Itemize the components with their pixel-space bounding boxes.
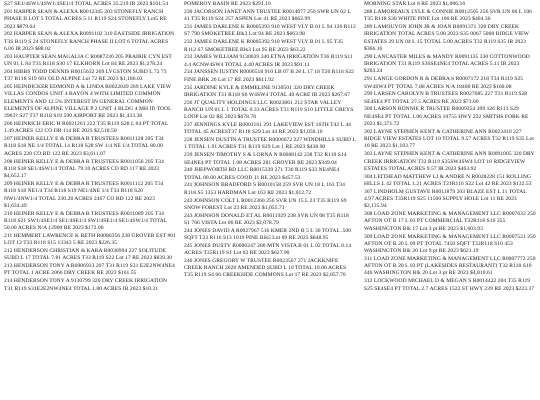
property-entry: 214 HENDERSON TONY A 9130799 320 DRY CREEK IRRIGATION T31 R119 S31E2E2NW4NE4 TOTAL 1.00 ACRES IR 2023 $10.31	[4, 278, 167, 292]
property-entry: 304 LEITHEAD MATTHEW LJ & ANDRE N R0028228 151 ROLLING HILLS L 42 TOTAL 1.21 ACRES T21R116 S22 Lot 42 RE 2023 $132.53	[364, 173, 532, 187]
property-entry: 234 JANSSEN JUSTIN R0006518 910 LB 07 B 28 L 17 18 T26 R116 S22 FINE BRK 26 Lot 17 RE 2023 $611.92	[184, 69, 354, 83]
property-entry: 312 LOCKWOOD MICHAEL D & MEGAN S R0014422 204 T35 R119 S25 SE4SE4 PT TOTAL 2.7 ACRES 1522 ST HWY 239 RE 2023 $223.37	[364, 278, 535, 292]
listing-column-1	[4, 0, 176, 400]
property-entry: POMEROY BASIN RE 2023 $291.10	[184, 1, 271, 8]
property-entry: 203 HAUPTER SEAN MAGALIA C R0087236 205 PRAIRIE CYN EST UN 01 L 84 T35 R118 S30 17 ELKHORN Lot 84 RE 2023 $1,278.24	[4, 53, 172, 68]
property-entry: 309 LOAD ZONE MARKETING & MANAGEMENT LLC R0007521 250 AFTON OT B 20 L 09 PT TOTAL 7450 SQFT T32R118 S10 453 WASHINGTON Blk 20 Lot 9 pt RE 2023 $621.19	[364, 233, 536, 255]
property-entry: 290 LANCASTER MILES & MANDY R0091135 330 COTTONWOOD IRRIGATION T31 R119 S36SE4NE4 TOTAL ACRES 5.11 IR 2023 $203.24	[364, 53, 530, 75]
property-entry: 241 JOHNSON BRADFORD S R0010158 259 SVR UN 18 L 163 T34 R118 S5 1353 HARDMAN Lot 163 RE 2023 $1,612.72	[184, 182, 346, 196]
property-entry: MORNING STAR Lot 8 RE 2023 $1,006.16	[364, 1, 466, 8]
property-entry: 211 HEMMERT LAWRENCE K BETH R0086356 238 GROVER EST #01 LOT 12 T33 R118 S15 13343 5 RE 2023 $226.35	[4, 233, 176, 247]
property-entry: 206 HEINRICH ERIC H R0021261 222 T35 R119 S28 L 04 PT TOTAL 1.49 ACRES 122 CO DR 114 RE 2023 $2,518.50	[4, 121, 169, 135]
property-entry: 210 HEINER KELLY E & DEBRA R TRUSTEES R0011089 205 T34 R118 S21 SW1/4SE1/4 SE1/4SE1/4 SW1/4SE1/4 SE1/4SW1/4 TOTAL 50.00 ACRES N/A 12900 RE 2023 $172.00	[4, 210, 168, 232]
property-entry: 236 JT QUALITY HOLDINGS LLC R0023861 212 STAR VALLEY RANCH UN 01 L 1 TOTAL 0.33 ACRES T31 R119 S10 LITTLE GREYS LOOP Lot 02 RE 2023 $678.78	[184, 99, 354, 121]
property-entry: 308 LOAD ZONE MARKETING & MANAGEMENT LLC R0007632 250 AFTON OT B 17 L 03 PT COMMERCIAL T32R118 S10 355 WASHINGTON Blk 17 Lot 3 pt RE 2023 $1,603.93	[364, 211, 536, 232]
property-entry: 303 LAYNE STEPHEN KENT & CATHERINE ANN R0091005 320 DRY CREEK IRRIGATION T32 R119 S35SW4SW4 LOT 10 RIDGEVIEW ESTATES TOTAL ACRES 9.57 IR 2023 $463.92	[364, 151, 535, 172]
property-entry: 208 HEINER KELLY E & DEBRA R TRUSTEES R0011056 205 T34 R118 S18 SE1/4SW1/4 TOTAL 79.10 ACRES CO RD 117 RE 2023 $4,652.17	[4, 158, 164, 180]
property-entry: 204 HIBBS TODD DENNIS R0015632 269 LVGSTON SUBD L 72 73 T37 R118 S19 601 OLD ALPINE Lot 72 RE 2023 $1,186.03	[4, 68, 167, 83]
property-entry: 302 LAYNE STEPHEN KENT & CATHERINE ANN R0023410 227 RIDGE VIEW ESTATES LOT 10 TOTAL 9.57 ACRES T32 R119 S35 Lot 10 RE 2023 $1,103.77	[364, 128, 534, 150]
property-entry: 299 LARSEN CAROLYN B TRUSTEES R0027685 227 T31 R119 S28 SE4SE4 PT TOTAL 27.5 ACRES RE 2023 $73.60	[364, 91, 528, 105]
listing-column-3	[364, 0, 536, 400]
property-entry: 288 LAMOREAUX LYLE & CONNIE R0012505 256 SVR UN 06 L 106 T35 R118 S30 WHITE PINE Lot 106 RE 2023 $404.36	[364, 9, 532, 23]
property-entry: 289 LAMOUYON JOHN JR & JOAN R0091371 320 DRY CREEK IRRIGATION TOTAL ACRES 5.00 2023 S35 0067 5000 RIDGE VIEW ESTATES 29 UN 04 L 15 TOTAL 5.00 ACRES T32 R119 S35 IR 2023 $366.16	[364, 24, 529, 53]
property-entry: 212 HENDERSON CHRISTIAN & KARA R0030994 227 SOLITUDE SUBD L 17 TOTAL 7.81 ACRES T33 R119 S22 Lot 17 RE 2023 $839.30	[4, 248, 172, 262]
property-entry: 232 JAMES DARLENE K R0005392 910 WEST VLY B 01 L 95 T35 R112 S7 SMOKETREE Blk3 Lot 95 RE 2023 $63.22	[184, 39, 343, 53]
property-entry: 209 HEINER KELLY E & DEBRA R TRUSTEES R0011112 205 T34 R118 S18 NE1/4 T34 R118 S19 NE1/4NE 1/4 T34 R118 S20 NW1/4NW1/4 TOTAL 230.28 ACRES 2467 CO RD 122 RE 2023 $1,634.49	[4, 180, 164, 209]
property-entry: 207 HEINER KELLY E & DEBRA R TRUSTEES R0011128 205 T34 R118 S18 NE 1/4 TOTAL 14 R118 S28 SW 1/4 NE 1/4 TOTAL 80.00 ACRES 220 CO RD 122 RE 2023 $3,611.07	[4, 136, 164, 157]
listing-column-2	[184, 0, 356, 400]
property-entry: 213 HENDERSON TONY A R0006933 207 T31 R119 S31 E2E2NW4NE4 PT TOTAL 1 ACRE 2066 DRY CREEK RE 2023 $161.55	[4, 263, 175, 277]
property-entry: 230 JACOBSON JANET ANN TRUSTEE R0014077 256 SWR UN 02 L 41 T35 R119 S24 257 ASPEN Lot 41 RE 2023 $662.99	[184, 9, 351, 23]
property-entry: 237 JENNINGS KYLE R0001161 291 LAKEVIEW EST 16TH T42 L 44 TOTAL 45 ACREST37 R118 S29 Lot 44 RE 2023 $1,050.10	[184, 122, 351, 136]
property-entry: 246 JONES GREGORY W TRUSTEE R0023567 271 JACKKNIFE CREEK RANCH 2020 AMENDED SUBD L 10 TOTAL 10.06 ACRES T35 R119 S4 66 CREEKSIDE COMMONS Lot 17 RE 2023 $2,857.70	[184, 257, 347, 279]
property-entry: 202 HARPER SEAN & ALEXA R0091102 310 EASTSIDE IRRIGATION T3S R119 S 24 STONEFLY RANCH PHASE II LOT 6 TOTAL ACRES 6.06 IR 2023 $88.02	[4, 31, 175, 53]
property-entry: 244 JONES DAVID A R0027967 516 KMER 2ND B 5 L 30 TOTAL .500 SQFT T23 R116 S13 1019 PINE Blk5 Lot 09 RE 2023 $848.95	[184, 227, 351, 241]
property-entry: S27 SE1/4SW1/4SW1/4SE1/4 TOTAL ACRES 35.219 IR 2023 $161.54	[4, 1, 169, 8]
property-entry: 201 HARPER SEAN & ALEXA R0012345 203 STONEFLY RANCH PHASE II LOT 5 TOTAL ACRES 5.11 R119 S24 STONEFLY Lot5 RE 2023 $879.64	[4, 9, 167, 30]
property-entry: 205 HEINDICKER EDMOND A & LINDA R0022049 269 LAKE VIEW VILLAS CONDOS UNIT 4 BAYON 4 WITH LIMITED COMMON ELEMENTS AND 12.5% INTEREST IN GENERAL COMMON ELEMENTS OF ALPINE VILLAGE P 2 UNIT 4 BLDG 4 MH ID TOOL 3963? S27 T37 R118 S19 590 AIRPORT RE 2023 $1,433.38	[4, 84, 172, 120]
property-entry: 235 JARDINE KYLE & EMMELINE 9130501 320 DRY CREEK IRRIGATION T31 R118 S6 W4SW4 TOTAL 40 ACRE IR 2023 $267.67	[184, 84, 351, 98]
property-entry: 307 LINDHOLM GUSTAVE R0011879 203 BLAZE EST L 11 TOTAL 4.97 ACRES T33R119 S25 11500 SUPPLY HOLE Lot 11 RE 2023 $2,135.94	[364, 188, 527, 210]
property-entry: 242 JOHNSON COLT L R0012360 256 SVR UN 15 L 23 T35 R119 S9 SNOW FOREST Lot 23 RE 2023 $1,055.71	[184, 197, 347, 211]
property-entry: 300 LARSON BONNIE R TRUSTEE R0009354 209 126 R113 S29 NE4SE4 PT TOTAL 1.06 ACRES 10755 HWY 232 SMITHS FORK RE 2023 $1,371.72	[364, 106, 529, 128]
property-entry: 245 JONES DUSTY R0000247 280 MTN VISTA B 01 L 02 TOTAL 0.14 ACRES T35R119 S1 Lot 02 RE 2023 $627.90	[184, 242, 352, 257]
property-entry: 240 JHEPWORTH BD LLC R0015339 271 T36 R119 S33 NE4NE4 TOTAL 00.00 ACRES COOD 11 RE 2023 $457.53	[184, 167, 340, 181]
property-entry: 239 JENSEN TIMOTHY S & LORNA N R0008142 238 T32 R119 S14 SE4NE4 PT TOTAL 1.08 ACRES 281 GROVER RE 2023 $349.04	[184, 152, 347, 166]
property-entry: 243 JOHNSON DONALD ET AL R0011929 238 SVR UN 08 T35 R118 S1 766 VISTA Lot 06 RE 2023 $2,078.79	[184, 212, 349, 226]
property-entry: 311 LOAD ZONE MARKETING & MANAGEMENT LLC R0007772 250 AFTON OT B 20 L 03 PT (LAKESIDES RESTAURANT) T32 R118 S10 446 WASHINGTON Blk 20 Lot 3 pt RE 2023 $4,810.61	[364, 255, 536, 277]
property-entry: 231 JAMES DARLENE K R0005393 910 WEST VLY B 01 L 94 126 R112 S7 790 SMOKETREE Blk3 Lot 94 RE 2023 $663.98	[184, 24, 356, 38]
property-entry: 291 LANGE GORDON R & DEBRA S R0007172 218 T34 R119 S25 SW4SW4 PT TOTAL 7.88 ACRES N/A 18400 RE 2023 $160.08	[364, 76, 524, 90]
property-entry: 238 JENSEN DUSTIN A TRUSTEE R0006672 227 WINDHILLS SUBD L 1 TOTAL 1.91 ACRES T31 R119 S29 Lot 1 RE 2023 $438.90	[184, 137, 356, 151]
property-entry: 233 JAMES WILLIAM 9130039 340 ETNA IRRIGATION T36 R119 S11 4.4 ACNW4SW4 TOTAL 4.40 ACRES IR 2023 $91.11	[184, 54, 353, 68]
